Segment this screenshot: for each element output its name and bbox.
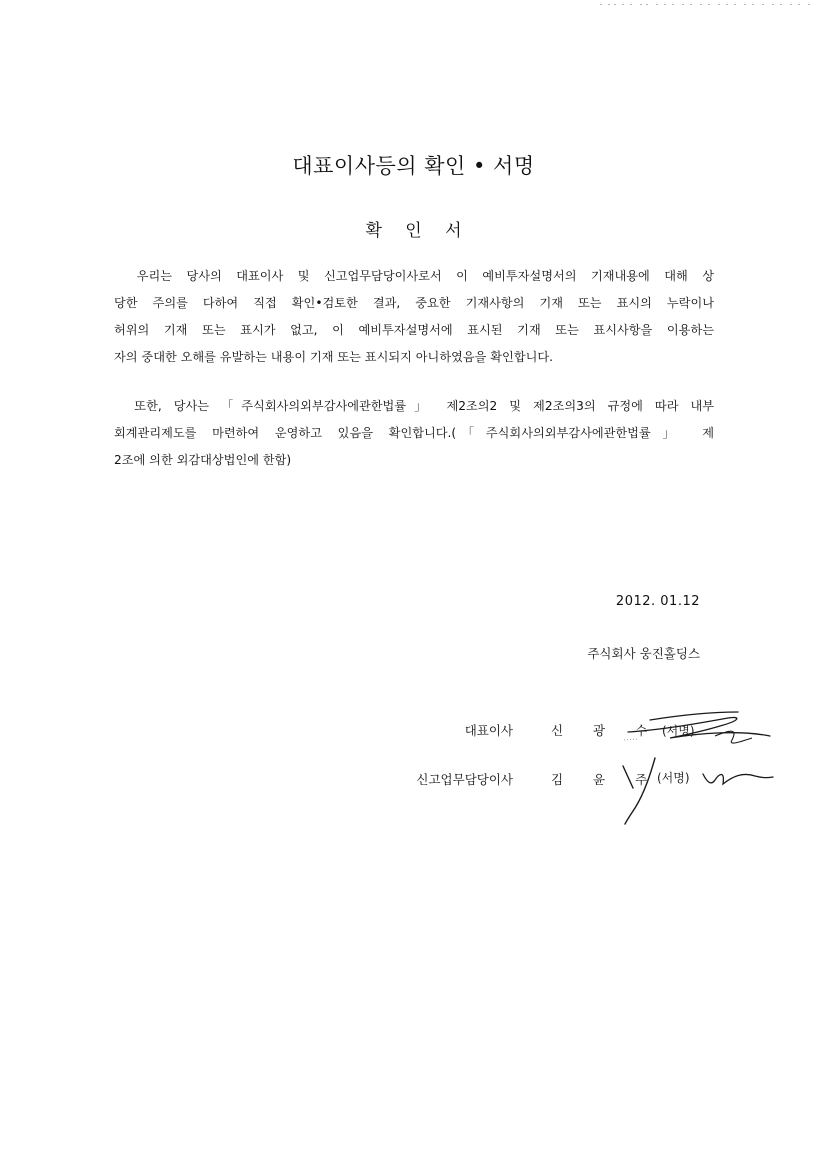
paragraph-line: 자의 중대한 오해를 유발하는 내용이 기재 또는 표시되지 아니하였음을 확인합니다. [114, 350, 554, 364]
paragraph-line: 허위의 기재 또는 표시가 없고, 이 예비투자설명서에 표시된 기재 또는 표시사항을 이용하는 [114, 323, 714, 337]
paragraph-line: 또한, 당사는 「주식회사의외부감사에관한법률」 제2조의2 및 제2조의3의 규정에 따라 내부 [114, 399, 714, 413]
signatory-name: 신 광 수 [551, 723, 661, 738]
director-signature-icon [615, 752, 785, 832]
page-title: 대표이사등의 확인 • 서명 [292, 154, 535, 178]
paragraph-line: 2조에 의한 외감대상법인에 한함) [114, 453, 292, 467]
signatory-name: 김 윤 주 [551, 772, 661, 787]
seal-label: (서명) [662, 724, 695, 738]
ceo-signature-icon [620, 700, 790, 760]
confirmation-paragraph [114, 263, 714, 371]
scan-artifact-dots [600, 2, 820, 8]
seal-label: (서명) [657, 771, 690, 785]
paragraph-line: 당한 주의를 다하여 직접 확인•검토한 결과, 중요한 기재사항의 기재 또는 표시의 누락이나 [114, 296, 714, 310]
paragraph-line: 우리는 당사의 대표이사 및 신고업무담당이사로서 이 예비투자설명서의 기재내용에 대해 상 [114, 269, 714, 283]
document-date: 2012. 01.12 [615, 594, 700, 609]
company-name: 주식회사 웅진홀딩스 [587, 646, 700, 661]
section-title: 확 인 서 [365, 221, 471, 241]
internal-control-paragraph [114, 393, 714, 474]
signatory-title: 신고업무담당이사 [416, 772, 513, 787]
signatory-title: 대표이사 [464, 723, 513, 738]
paragraph-line: 회계관리제도를 마련하여 운영하고 있음을 확인합니다.(「주식회사의외부감사에관한법률」 제 [114, 426, 714, 440]
